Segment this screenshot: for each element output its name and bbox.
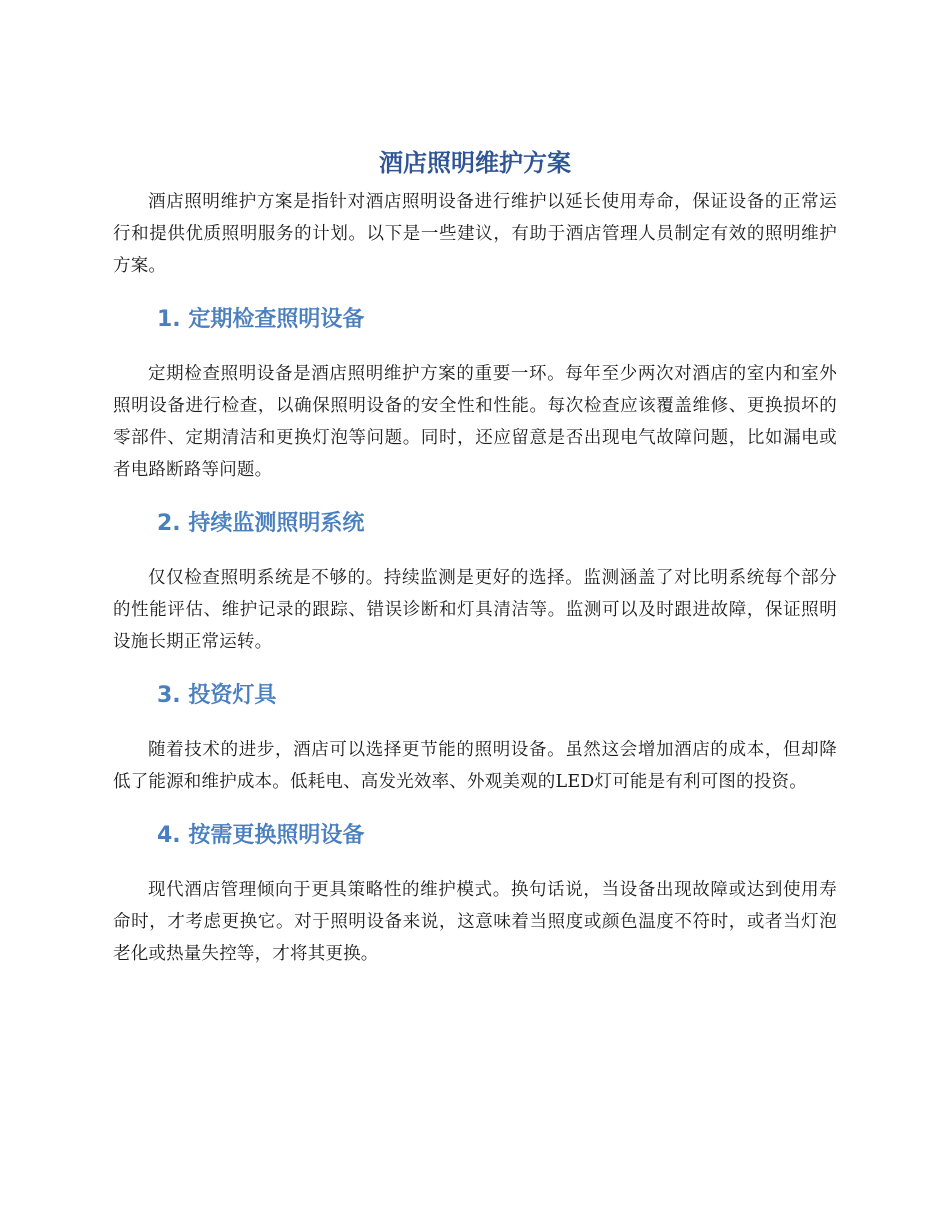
intro-paragraph: 酒店照明维护方案是指针对酒店照明设备进行维护以延长使用寿命，保证设备的正常运行和提供优质照明服务的计划。以下是一些建议，有助于酒店管理人员制定有效的照明维护方案。	[113, 192, 837, 276]
section-body-2: 仅仅检查照明系统是不够的。持续监测是更好的选择。监测涵盖了对比明系统每个部分的性能评估、维护记录的跟踪、错误诊断和灯具清洁等。监测可以及时跟进故障，保证照明设施长期正常运转。	[113, 568, 837, 652]
section-body-1: 定期检查照明设备是酒店照明维护方案的重要一环。每年至少两次对酒店的室内和室外照明设备进行检查，以确保照明设备的安全性和性能。每次检查应该覆盖维修、更换损坏的零部件、定期清洁和更换灯泡等问题。同时，还应留意是否出现电气故障问题，比如漏电或者电路断路等问题。	[113, 364, 837, 480]
section-heading-3: 3. 投资灯具	[157, 683, 277, 708]
document-content	[113, 146, 837, 970]
section-body-3: 随着技术的进步，酒店可以选择更节能的照明设备。虽然这会增加酒店的成本，但却降低了能源和维护成本。低耗电、高发光效率、外观美观的LED灯可能是有利可图的投资。	[113, 740, 837, 792]
section-heading-1: 1. 定期检查照明设备	[157, 307, 365, 332]
document-title: 酒店照明维护方案	[379, 149, 571, 177]
section-heading-2: 2. 持续监测照明系统	[157, 511, 365, 536]
section-body-4: 现代酒店管理倾向于更具策略性的维护模式。换句话说，当设备出现故障或达到使用寿命时，才考虑更换它。对于照明设备来说，这意味着当照度或颜色温度不符时，或者当灯泡老化或热量失控等，才将其更换。	[113, 880, 837, 964]
section-heading-4: 4. 按需更换照明设备	[157, 823, 365, 848]
